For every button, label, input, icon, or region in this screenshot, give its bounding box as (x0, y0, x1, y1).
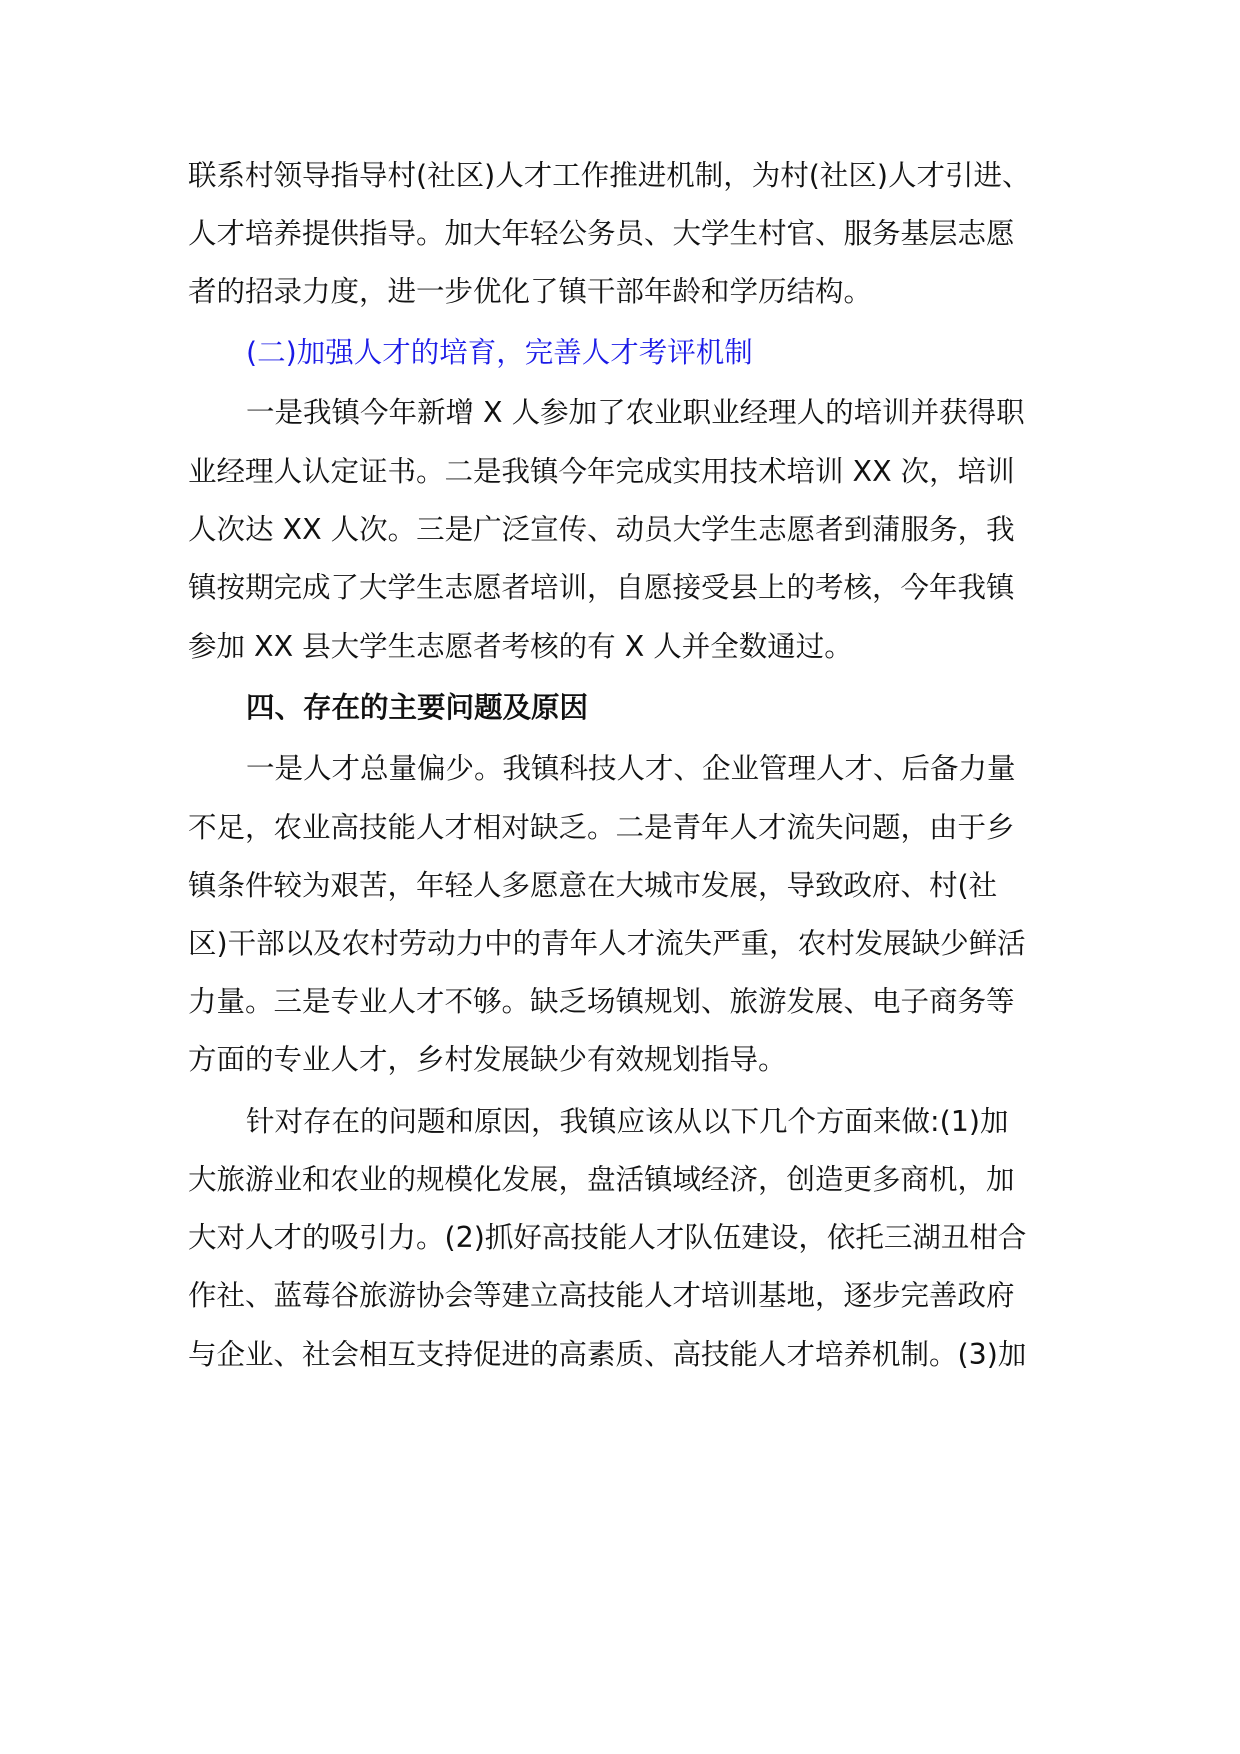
paragraph-line: 作社、蓝莓谷旅游协会等建立高技能人才培训基地，逐步完善政府 (188, 1279, 1015, 1312)
paragraph-line: 镇按期完成了大学生志愿者培训，自愿接受县上的考核，今年我镇 (188, 571, 1015, 604)
paragraph-line: 一是人才总量偏少。我镇科技人才、企业管理人才、后备力量 (246, 752, 1016, 785)
paragraph-line: 参加 XX 县大学生志愿者考核的有 X 人并全数通过。 (188, 630, 853, 663)
paragraph-line: 者的招录力度，进一步优化了镇干部年龄和学历结构。 (188, 275, 873, 308)
paragraph-line: 人次达 XX 人次。三是广泛宣传、动员大学生志愿者到蒲服务，我 (188, 513, 1015, 546)
section-subheading: (二)加强人才的培育，完善人才考评机制 (246, 336, 753, 369)
paragraph-line: 人才培养提供指导。加大年轻公务员、大学生村官、服务基层志愿 (188, 217, 1015, 250)
paragraph-line: 镇条件较为艰苦，年轻人多愿意在大城市发展，导致政府、村(社 (188, 869, 998, 902)
paragraph-line: 方面的专业人才，乡村发展缺少有效规划指导。 (188, 1043, 787, 1076)
section-heading: 四、存在的主要问题及原因 (246, 691, 589, 724)
paragraph-line: 大旅游业和农业的规模化发展，盘活镇域经济，创造更多商机，加 (188, 1163, 1015, 1196)
paragraph-line: 力量。三是专业人才不够。缺乏场镇规划、旅游发展、电子商务等 (188, 985, 1015, 1018)
paragraph-line: 联系村领导指导村(社区)人才工作推进机制，为村(社区)人才引进、 (188, 159, 1031, 192)
paragraph-line: 区)干部以及农村劳动力中的青年人才流失严重，农村发展缺少鲜活 (188, 927, 1026, 960)
paragraph-line: 业经理人认定证书。二是我镇今年完成实用技术培训 XX 次，培训 (188, 455, 1015, 488)
paragraph-line: 不足，农业高技能人才相对缺乏。二是青年人才流失问题，由于乡 (188, 811, 1015, 844)
paragraph-line: 针对存在的问题和原因，我镇应该从以下几个方面来做:(1)加 (246, 1105, 1009, 1138)
paragraph-line: 大对人才的吸引力。(2)抓好高技能人才队伍建设，依托三湖丑柑合 (188, 1221, 1027, 1254)
paragraph-line: 与企业、社会相互支持促进的高素质、高技能人才培养机制。(3)加 (188, 1338, 1027, 1371)
paragraph-line: 一是我镇今年新增 X 人参加了农业职业经理人的培训并获得职 (246, 396, 1025, 429)
